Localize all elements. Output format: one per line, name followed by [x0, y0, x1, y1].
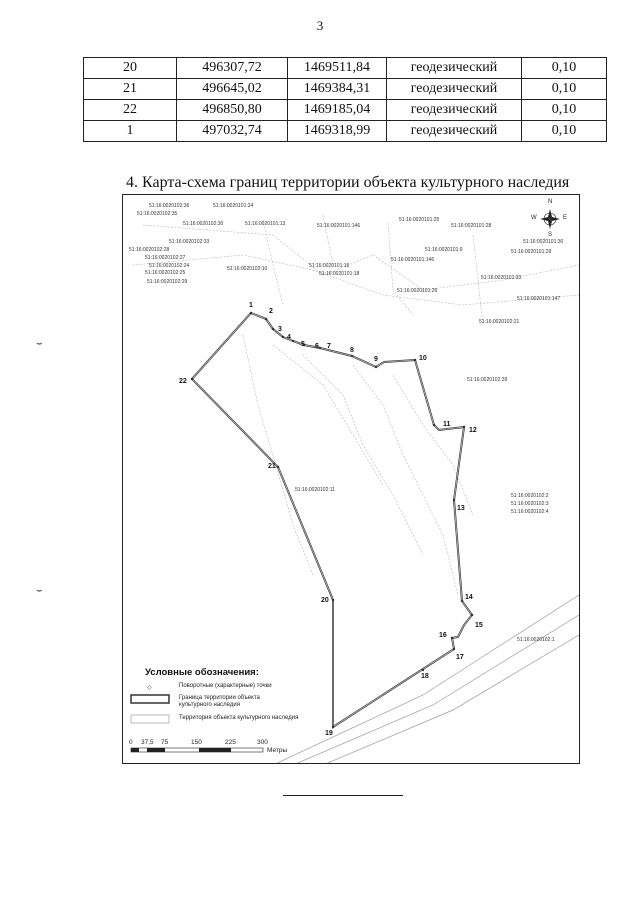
parcel-label: 51:16:0020101:25 [399, 217, 440, 223]
legend-turn-points: Поворотные (характерные) точки [179, 683, 272, 689]
method-cell: геодезический [387, 79, 522, 100]
margin-mark: ⌣ [36, 585, 43, 596]
point-number-cell: 20 [84, 58, 177, 79]
parcel-label: 51:16:0020102:3 [511, 501, 549, 507]
parcel-label: 51:16:0020102:29 [147, 279, 188, 285]
scale-tick: 225 [225, 739, 236, 746]
point-label: 1 [249, 302, 253, 309]
point-label: 21 [268, 463, 276, 470]
x-coordinate-cell: 496645,02 [177, 79, 288, 100]
point-label: 19 [325, 730, 333, 737]
point-label: 18 [421, 673, 429, 680]
compass-north: N [548, 199, 553, 205]
table-row [84, 58, 607, 79]
point-label: 10 [419, 355, 427, 362]
parcel-label: 51:16:0020102:10 [227, 266, 268, 272]
parcel-label: 51:16:0020102:28 [129, 247, 170, 253]
point-label: 14 [465, 594, 473, 601]
legend-territory: Территория объекта культурного наследия [179, 715, 299, 721]
parcel-label: 51:16:0020102:36 [149, 203, 190, 209]
parcel-label: 51:16:0020101:9 [425, 247, 463, 253]
page-number: 3 [316, 18, 324, 33]
point-label: 16 [439, 632, 447, 639]
parcel-label: 51:16:0020101:24 [213, 203, 254, 209]
parcel-label: 51:16:0020102:11 [295, 487, 335, 493]
parcel-label: 51:16:0020101:146 [391, 257, 435, 263]
svg-text:◇: ◇ [147, 685, 152, 691]
parcel-label: 51:16:0020101:16 [309, 263, 350, 269]
parcel-label: 51:16:0020102:27 [145, 255, 186, 261]
parcel-label: 51:16:0020101:26 [397, 288, 438, 294]
parcel-label: 51:16:0020101:33 [481, 275, 522, 281]
margin-mark: ⌣ [36, 338, 43, 349]
table-row [84, 121, 607, 142]
parcel-label: 51:16:0020102:35 [137, 211, 178, 217]
compass-west: W [531, 215, 537, 221]
parcel-label: 51:16:0020102:4 [511, 509, 549, 515]
point-label: 8 [350, 347, 354, 354]
scale-tick: 0 [129, 739, 133, 746]
scale-tick: 75 [161, 739, 169, 746]
compass-rose-icon [540, 209, 560, 229]
compass-south: S [548, 232, 553, 238]
accuracy-cell: 0,10 [522, 121, 607, 142]
legend-title: Условные обозначения: [145, 667, 259, 678]
method-cell: геодезический [387, 100, 522, 121]
legend-boundary: Граница территории объекта культурного наследия [179, 695, 260, 708]
scale-tick: 300 [257, 739, 268, 746]
method-cell: геодезический [387, 121, 522, 142]
y-coordinate-cell: 1469185,04 [288, 100, 387, 121]
accuracy-cell: 0,10 [522, 100, 607, 121]
parcel-label: 51:16:0020102:1 [517, 637, 555, 643]
table-row [84, 79, 607, 100]
legend-swatches [131, 685, 169, 723]
point-label: 5 [301, 341, 305, 348]
parcel-label: 51:16:0020102:24 [149, 263, 190, 269]
parcel-label: 51:16:0020101:30 [523, 239, 564, 245]
parcel-label: 51:16:0020101:18 [319, 271, 360, 277]
scale-tick: 37,5 [141, 739, 154, 746]
point-label: 2 [269, 308, 273, 315]
x-coordinate-cell: 496307,72 [177, 58, 288, 79]
point-number-cell: 1 [84, 121, 177, 142]
parcel-label: 51:16:0020102:33 [169, 239, 210, 245]
coordinates-table [83, 57, 607, 142]
parcel-label: 51:16:0020102:39 [467, 377, 508, 383]
x-coordinate-cell: 497032,74 [177, 121, 288, 142]
parcel-label: 51:16:0020101:28 [451, 223, 492, 229]
scale-bar [131, 748, 263, 752]
parcel-label: 51:16:0020101:13 [245, 221, 286, 227]
point-label: 11 [443, 421, 451, 428]
point-label: 20 [321, 597, 329, 604]
point-label: 22 [179, 378, 187, 385]
point-label: 12 [469, 427, 477, 434]
point-label: 13 [457, 505, 465, 512]
parcel-label: 51:16:0020102:30 [183, 221, 224, 227]
point-label: 3 [278, 326, 282, 333]
section-heading: 4. Карта-схема границ территории объекта культурного наследия [126, 174, 570, 191]
parcel-label: 51:16:0020101:147 [517, 296, 561, 302]
parcel-label: 51:16:0020102:21 [479, 319, 520, 325]
point-label: 15 [475, 622, 483, 629]
boundary-map [122, 194, 580, 764]
parcel-label: 51:16:0020102:2 [511, 493, 549, 499]
parcel-label: 51:16:0020101:146 [317, 223, 361, 229]
point-label: 17 [456, 654, 464, 661]
x-coordinate-cell: 496850,80 [177, 100, 288, 121]
point-label: 6 [315, 343, 319, 350]
point-label: 4 [287, 334, 291, 341]
parcel-label: 51:16:0020102:25 [145, 270, 186, 276]
point-label: 9 [374, 356, 378, 363]
accuracy-cell: 0,10 [522, 58, 607, 79]
scale-units: Метры [267, 747, 288, 754]
point-number-cell: 21 [84, 79, 177, 100]
bottom-divider [283, 795, 403, 796]
table-row [84, 100, 607, 121]
method-cell: геодезический [387, 58, 522, 79]
scale-tick: 150 [191, 739, 202, 746]
y-coordinate-cell: 1469511,84 [288, 58, 387, 79]
accuracy-cell: 0,10 [522, 79, 607, 100]
point-label: 7 [327, 343, 331, 350]
point-number-cell: 22 [84, 100, 177, 121]
parcel-label: 51:16:0020101:29 [511, 249, 552, 255]
y-coordinate-cell: 1469318,99 [288, 121, 387, 142]
y-coordinate-cell: 1469384,31 [288, 79, 387, 100]
compass-east: E [563, 215, 568, 221]
